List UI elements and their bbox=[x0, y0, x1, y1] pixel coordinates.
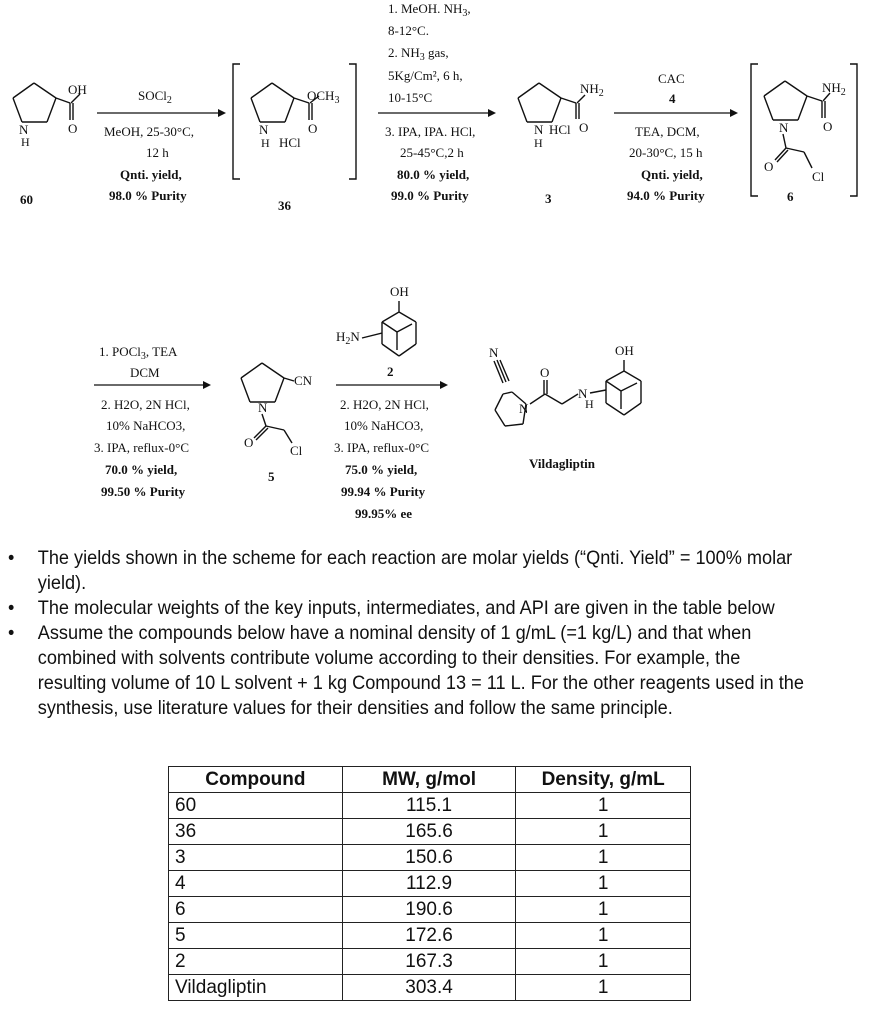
table-row bbox=[169, 819, 691, 845]
step4-purity: 99.50 % Purity bbox=[101, 484, 186, 499]
c2-oh: OH bbox=[390, 284, 409, 299]
step-5 bbox=[334, 381, 448, 521]
cell-mw: 150.6 bbox=[342, 845, 516, 871]
step5-purity: 99.94 % Purity bbox=[341, 484, 426, 499]
cell-density: 1 bbox=[516, 975, 691, 1001]
c5-cn: CN bbox=[294, 373, 313, 388]
step1-purity: 98.0 % Purity bbox=[109, 188, 187, 203]
compound-6-label: 6 bbox=[787, 189, 794, 204]
header-mw: MW, g/mol bbox=[342, 767, 516, 793]
step3-arrowhead bbox=[730, 109, 738, 117]
cell-compound: 36 bbox=[169, 819, 343, 845]
c60-oh: OH bbox=[68, 82, 87, 97]
note-molar-yields: • The yields shown in the scheme for each reaction are molar yields (“Qnti. Yield” = 100% molar yield). bbox=[8, 546, 813, 596]
step2-purity: 99.0 % Purity bbox=[391, 188, 469, 203]
step4-cond-2: DCM bbox=[130, 365, 160, 380]
c6-n: N bbox=[779, 120, 789, 135]
vilda-nitrile-n: N bbox=[489, 345, 499, 360]
compound-2-label: 2 bbox=[387, 364, 394, 379]
molecular-weight-table bbox=[168, 766, 691, 1001]
step5-cond-2: 10% NaHCO3, bbox=[344, 418, 424, 433]
table-header-row bbox=[169, 767, 691, 793]
c6-carbonyl-o: O bbox=[823, 119, 833, 134]
cell-compound: 4 bbox=[169, 871, 343, 897]
note-molecular-weights: • The molecular weights of the key inputs, intermediates, and API are given in the table below bbox=[8, 596, 813, 621]
c36-carbonyl-o: O bbox=[308, 121, 318, 136]
step2-cond-3: 2. $NH_3$ gas, bbox=[388, 45, 449, 63]
step2-cond-2: 8-12°C. bbox=[388, 23, 429, 38]
compound-3-label: 3 bbox=[545, 191, 552, 206]
cell-density: 1 bbox=[516, 819, 691, 845]
cell-compound: 2 bbox=[169, 949, 343, 975]
cell-density: 1 bbox=[516, 793, 691, 819]
c5-n: N bbox=[258, 400, 268, 415]
step2-cond-6: 3. IPA, IPA. HCl, bbox=[385, 124, 476, 139]
step2-cond-1: 1. MeOH. $NH_3$, bbox=[388, 1, 471, 19]
step1-reagent: SOCl$_2$ bbox=[138, 88, 172, 106]
step-1 bbox=[97, 88, 226, 203]
step4-cond-5: 3. IPA, reflux-0°C bbox=[94, 440, 189, 455]
step3-yield: Qnti. yield, bbox=[641, 167, 703, 182]
c36-och3: $OCH_3$ bbox=[307, 88, 340, 106]
c3-hcl: HCl bbox=[549, 122, 571, 137]
cell-compound: 6 bbox=[169, 897, 343, 923]
c60-carbonyl-o: O bbox=[68, 121, 78, 136]
c36-n: N bbox=[259, 122, 269, 137]
table-row bbox=[169, 949, 691, 975]
cell-density: 1 bbox=[516, 949, 691, 975]
cell-compound: 60 bbox=[169, 793, 343, 819]
c6-acyl-o: O bbox=[764, 159, 774, 174]
compound-36-structure bbox=[233, 64, 356, 213]
step5-ee: 99.95% ee bbox=[355, 506, 413, 521]
cell-density: 1 bbox=[516, 923, 691, 949]
cell-compound: Vildagliptin bbox=[169, 975, 343, 1001]
vilda-nh: N bbox=[578, 386, 588, 401]
vilda-h: H bbox=[585, 397, 594, 411]
step-2 bbox=[378, 1, 496, 203]
c36-hcl: HCl bbox=[279, 135, 301, 150]
c60-n: N bbox=[19, 122, 29, 137]
c3-carbonyl-o: O bbox=[579, 120, 589, 135]
step4-yield: 70.0 % yield, bbox=[105, 462, 178, 477]
step5-cond-3: 3. IPA, reflux-0°C bbox=[334, 440, 429, 455]
cell-mw: 112.9 bbox=[342, 871, 516, 897]
cell-density: 1 bbox=[516, 871, 691, 897]
cell-mw: 165.6 bbox=[342, 819, 516, 845]
step-4 bbox=[94, 344, 211, 499]
step3-purity: 94.0 % Purity bbox=[627, 188, 705, 203]
cell-mw: 115.1 bbox=[342, 793, 516, 819]
step2-arrowhead bbox=[488, 109, 496, 117]
step4-cond-3: 2. H2O, 2N HCl, bbox=[101, 397, 190, 412]
c60-h: H bbox=[21, 135, 30, 149]
step3-reagent-number: 4 bbox=[669, 91, 676, 106]
step2-cond-4: 5Kg/Cm², 6 h, bbox=[388, 68, 463, 83]
vilda-carbonyl-o: O bbox=[540, 365, 550, 380]
step1-arrowhead bbox=[218, 109, 226, 117]
step1-yield: Qnti. yield, bbox=[120, 167, 182, 182]
step3-cond-2: 20-30°C, 15 h bbox=[629, 145, 703, 160]
note-density-assumption: • Assume the compounds below have a nominal density of 1 g/mL (=1 kg/L) and that when combined with solvents contribute volume according to their densities. For example, the resulting volume of 10 L solvent + 1 kg Compound 13 = 11 L. For the other reagents used in the synthesis, use literature values for their densities and follow the same principle. bbox=[8, 621, 813, 721]
table-row bbox=[169, 845, 691, 871]
compound-2-structure bbox=[336, 284, 416, 379]
step3-cond-1: TEA, DCM, bbox=[635, 124, 700, 139]
step-3 bbox=[614, 71, 738, 203]
table-row bbox=[169, 793, 691, 819]
table-row bbox=[169, 897, 691, 923]
cell-compound: 3 bbox=[169, 845, 343, 871]
compound-5-label: 5 bbox=[268, 469, 275, 484]
compound-60-structure bbox=[13, 82, 87, 207]
header-density: Density, g/mL bbox=[516, 767, 691, 793]
assumption-notes bbox=[8, 546, 813, 721]
step5-yield: 75.0 % yield, bbox=[345, 462, 418, 477]
cell-mw: 190.6 bbox=[342, 897, 516, 923]
table-row bbox=[169, 975, 691, 1001]
c3-nh2: $NH_2$ bbox=[580, 81, 604, 99]
step4-cond-4: 10% NaHCO3, bbox=[106, 418, 186, 433]
vilda-n: N bbox=[519, 401, 529, 416]
compound-5-structure bbox=[241, 363, 313, 484]
cell-compound: 5 bbox=[169, 923, 343, 949]
step2-yield: 80.0 % yield, bbox=[397, 167, 470, 182]
table-row bbox=[169, 871, 691, 897]
c5-acyl-o: O bbox=[244, 435, 254, 450]
table-row bbox=[169, 923, 691, 949]
step2-cond-5: 10-15°C bbox=[388, 90, 433, 105]
c3-h: H bbox=[534, 136, 543, 150]
step5-cond-1: 2. H2O, 2N HCl, bbox=[340, 397, 429, 412]
step3-reagent: CAC bbox=[658, 71, 685, 86]
step4-arrowhead bbox=[203, 381, 211, 389]
c6-nh2: $NH_2$ bbox=[822, 80, 846, 98]
step1-cond-2: 12 h bbox=[146, 145, 169, 160]
cell-mw: 303.4 bbox=[342, 975, 516, 1001]
c6-cl: Cl bbox=[812, 169, 825, 184]
compound-3-structure bbox=[518, 81, 604, 206]
vildagliptin-structure bbox=[489, 343, 641, 471]
cell-density: 1 bbox=[516, 845, 691, 871]
cell-density: 1 bbox=[516, 897, 691, 923]
step2-cond-7: 25-45°C,2 h bbox=[400, 145, 464, 160]
step5-arrowhead bbox=[440, 381, 448, 389]
cell-mw: 167.3 bbox=[342, 949, 516, 975]
compound-6-structure bbox=[751, 64, 857, 204]
compound-60-label: 60 bbox=[20, 192, 33, 207]
c5-cl: Cl bbox=[290, 443, 303, 458]
c3-n: N bbox=[534, 122, 544, 137]
header-compound: Compound bbox=[169, 767, 343, 793]
vilda-oh: OH bbox=[615, 343, 634, 358]
step1-cond-1: MeOH, 25-30°C, bbox=[104, 124, 195, 139]
step4-cond-1: 1. POCl$_3$, TEA bbox=[99, 344, 178, 362]
compound-36-label: 36 bbox=[278, 198, 291, 213]
c2-h2n: $H_2N$ bbox=[336, 329, 360, 347]
vildagliptin-label: Vildagliptin bbox=[529, 456, 595, 471]
cell-mw: 172.6 bbox=[342, 923, 516, 949]
c36-h: H bbox=[261, 136, 270, 150]
